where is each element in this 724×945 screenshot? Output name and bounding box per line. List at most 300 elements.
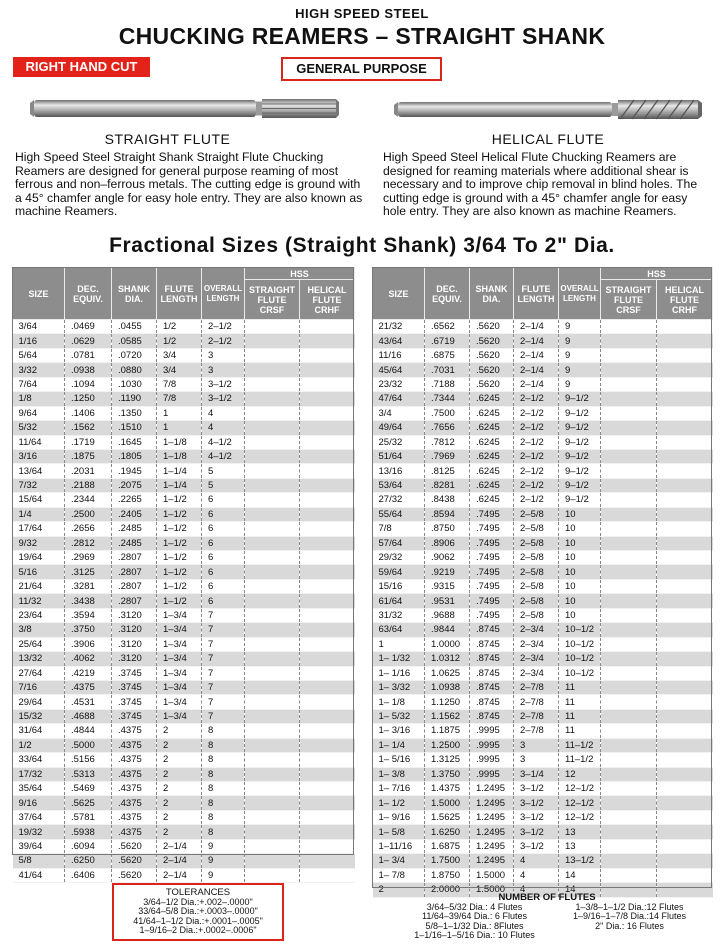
col-straight-flute-crsf: STRAIGHT FLUTE CRSF (601, 280, 657, 320)
table-row (373, 709, 713, 723)
flute-length-cell: 3/4 (157, 348, 202, 362)
shank-dia-cell: 1.2495 (470, 839, 514, 853)
size-cell: 1– 3/4 (373, 854, 425, 868)
size-cell: 13/32 (13, 652, 65, 666)
dec-equiv-cell: 1.8750 (425, 868, 470, 882)
table-row (373, 435, 713, 449)
helical-flute-crhf-cell (300, 810, 355, 824)
shank-dia-cell: .6245 (470, 493, 514, 507)
dec-equiv-cell: .3906 (65, 637, 112, 651)
shank-dia-cell: .3745 (112, 709, 157, 723)
flute-length-cell: 2–1/4 (157, 854, 202, 868)
size-cell: 11/16 (373, 348, 425, 362)
shank-dia-cell: .2265 (112, 493, 157, 507)
table-row (13, 695, 355, 709)
flute-length-cell: 3–1/2 (514, 839, 559, 853)
flute-length-cell: 1–3/4 (157, 695, 202, 709)
flute-length-cell: 1–1/2 (157, 565, 202, 579)
overall-length-cell: 10 (559, 522, 601, 536)
flute-length-cell: 1–1/2 (157, 594, 202, 608)
flute-length-cell: 2 (157, 810, 202, 824)
shank-dia-cell: .7495 (470, 608, 514, 622)
dec-equiv-cell: .5000 (65, 738, 112, 752)
shank-dia-cell: .1510 (112, 421, 157, 435)
helical-flute-crhf-cell (657, 464, 713, 478)
helical-flute-crhf-cell (657, 363, 713, 377)
size-cell: 2 (373, 883, 425, 897)
helical-flute-crhf-cell (657, 421, 713, 435)
tolerance-line: 3/64–1/2 Dia.:+.002–.0000" (143, 896, 253, 907)
straight-flute-crsf-cell (245, 363, 300, 377)
general-purpose-badge: GENERAL PURPOSE (281, 57, 442, 81)
col-shank-dia: SHANK DIA. (470, 268, 514, 320)
size-cell: 29/64 (13, 695, 65, 709)
shank-dia-cell: .0455 (112, 320, 157, 334)
dec-equiv-cell: .6094 (65, 839, 112, 853)
overall-length-cell: 10 (559, 579, 601, 593)
table-row (13, 680, 355, 694)
tolerances-box (112, 883, 284, 941)
overall-length-cell: 8 (202, 767, 245, 781)
helical-flute-crhf-cell (300, 839, 355, 853)
straight-flute-crsf-cell (601, 868, 657, 882)
table-row (13, 637, 355, 651)
size-cell: 9/64 (13, 406, 65, 420)
size-cell: 55/64 (373, 507, 425, 521)
straight-flute-crsf-cell (601, 363, 657, 377)
dec-equiv-cell: .3281 (65, 579, 112, 593)
helical-flute-crhf-cell (657, 551, 713, 565)
helical-flute-crhf-cell (657, 406, 713, 420)
size-cell: 57/64 (373, 536, 425, 550)
helical-flute-crhf-cell (657, 507, 713, 521)
table-row (13, 753, 355, 767)
col-dec-equiv: DEC. EQUIV. (425, 268, 470, 320)
tolerance-line: 1–9/16–2 Dia.:+.0002–.0006" (139, 925, 257, 936)
flute-length-cell: 1 (157, 421, 202, 435)
right-hand-cut-badge: RIGHT HAND CUT (13, 57, 150, 77)
size-cell: 1/2 (13, 738, 65, 752)
overall-length-cell: 9–1/2 (559, 493, 601, 507)
flute-length-cell: 7/8 (157, 377, 202, 391)
table-row (373, 579, 713, 593)
overall-length-cell: 4 (202, 421, 245, 435)
overall-length-cell: 5 (202, 464, 245, 478)
straight-flute-crsf-cell (601, 724, 657, 738)
flute-length-cell: 1–1/2 (157, 551, 202, 565)
overall-length-cell: 9–1/2 (559, 464, 601, 478)
straight-flute-crsf-cell (601, 320, 657, 334)
dec-equiv-cell: 1.5000 (425, 796, 470, 810)
shank-dia-cell: .4375 (112, 796, 157, 810)
shank-dia-cell: .2807 (112, 565, 157, 579)
dec-equiv-cell: 1.6250 (425, 825, 470, 839)
dec-equiv-cell: .7344 (425, 392, 470, 406)
overall-length-cell: 11–1/2 (559, 738, 601, 752)
size-cell: 1– 5/8 (373, 825, 425, 839)
shank-dia-cell: .2405 (112, 507, 157, 521)
overall-length-cell: 9 (559, 348, 601, 362)
overall-length-cell: 9–1/2 (559, 435, 601, 449)
flute-length-cell: 3–1/2 (514, 810, 559, 824)
table-row (373, 348, 713, 362)
helical-flute-crhf-cell (657, 825, 713, 839)
overall-length-cell: 7 (202, 695, 245, 709)
dec-equiv-cell: .6250 (65, 854, 112, 868)
straight-flute-crsf-cell (245, 377, 300, 391)
shank-dia-cell: .3745 (112, 666, 157, 680)
size-cell: 41/64 (13, 868, 65, 882)
shank-dia-cell: .1945 (112, 464, 157, 478)
straight-flute-crsf-cell (601, 652, 657, 666)
overall-length-cell: 6 (202, 536, 245, 550)
helical-flute-crhf-cell (657, 565, 713, 579)
helical-flute-crhf-cell (657, 493, 713, 507)
overall-length-cell: 13 (559, 825, 601, 839)
overall-length-cell: 6 (202, 507, 245, 521)
flute-length-cell: 7/8 (157, 392, 202, 406)
size-cell: 37/64 (13, 810, 65, 824)
straight-flute-crsf-cell (245, 507, 300, 521)
straight-flute-crsf-cell (245, 695, 300, 709)
table-row (373, 680, 713, 694)
size-cell: 7/8 (373, 522, 425, 536)
size-cell: 3/32 (13, 363, 65, 377)
sizes-table-right (372, 267, 713, 898)
helical-flute-crhf-cell (300, 377, 355, 391)
table-row (373, 334, 713, 348)
helical-flute-crhf-cell (300, 522, 355, 536)
shank-dia-cell: .9995 (470, 724, 514, 738)
table-row (13, 478, 355, 492)
helical-flute-crhf-cell (300, 507, 355, 521)
straight-flute-crsf-cell (601, 507, 657, 521)
flute-length-cell: 2 (157, 825, 202, 839)
flute-length-cell: 3–1/2 (514, 825, 559, 839)
table-row (373, 551, 713, 565)
straight-flute-crsf-cell (601, 810, 657, 824)
table-row (373, 810, 713, 824)
dec-equiv-cell: .4531 (65, 695, 112, 709)
helical-flute-crhf-cell (657, 652, 713, 666)
size-cell: 17/32 (13, 767, 65, 781)
helical-flute-crhf-cell (657, 435, 713, 449)
overall-length-cell: 9 (202, 839, 245, 853)
overall-length-cell: 3–1/2 (202, 392, 245, 406)
tolerance-line: 41/64–1–1/2 Dia.:+.0001–.0005" (133, 915, 263, 926)
flute-length-cell: 2–3/4 (514, 652, 559, 666)
table-heading: Fractional Sizes (Straight Shank) 3/64 To 2" Dia. (109, 234, 615, 257)
straight-flute-crsf-cell (601, 608, 657, 622)
dec-equiv-cell: .3438 (65, 594, 112, 608)
size-cell: 47/64 (373, 392, 425, 406)
shank-dia-cell: .5620 (470, 348, 514, 362)
dec-equiv-cell: 1.0312 (425, 652, 470, 666)
flute-length-cell: 2–5/8 (514, 551, 559, 565)
size-cell: 1– 1/4 (373, 738, 425, 752)
col-helical-flute-crhf: HELICAL FLUTE CRHF (657, 280, 713, 320)
overall-length-cell: 7 (202, 652, 245, 666)
overall-length-cell: 8 (202, 738, 245, 752)
straight-flute-crsf-cell (245, 493, 300, 507)
col-size: SIZE (13, 268, 65, 320)
straight-flute-reamer-image (30, 94, 340, 124)
helical-flute-crhf-cell (657, 637, 713, 651)
helical-flute-crhf-cell (300, 406, 355, 420)
helical-flute-crhf-cell (657, 377, 713, 391)
flute-length-cell: 2–5/8 (514, 507, 559, 521)
dec-equiv-cell: .7812 (425, 435, 470, 449)
table-row (13, 334, 355, 348)
shank-dia-cell: .2075 (112, 478, 157, 492)
shank-dia-cell: .5620 (470, 334, 514, 348)
overall-length-cell: 9 (202, 868, 245, 882)
helical-flute-crhf-cell (657, 594, 713, 608)
table-row (373, 868, 713, 882)
dec-equiv-cell: 1.0625 (425, 666, 470, 680)
overall-length-cell: 13 (559, 839, 601, 853)
table-row (13, 738, 355, 752)
overall-length-cell: 7 (202, 623, 245, 637)
flute-length-cell: 3–1/4 (514, 767, 559, 781)
shank-dia-cell: .5620 (470, 363, 514, 377)
shank-dia-cell: 1.5000 (470, 883, 514, 897)
shank-dia-cell: .8745 (470, 637, 514, 651)
helical-flute-crhf-cell (657, 608, 713, 622)
table-row (13, 666, 355, 680)
shank-dia-cell: .5620 (470, 377, 514, 391)
table-row (13, 825, 355, 839)
size-cell: 61/64 (373, 594, 425, 608)
size-cell: 5/64 (13, 348, 65, 362)
overall-length-cell: 6 (202, 565, 245, 579)
shank-dia-cell: .6245 (470, 392, 514, 406)
size-cell: 59/64 (373, 565, 425, 579)
shank-dia-cell: .1645 (112, 435, 157, 449)
dec-equiv-cell: 1.3125 (425, 753, 470, 767)
flute-length-cell: 2–5/8 (514, 565, 559, 579)
shank-dia-cell: .8745 (470, 623, 514, 637)
dec-equiv-cell: .9531 (425, 594, 470, 608)
straight-flute-crsf-cell (245, 839, 300, 853)
flute-length-cell: 2–1/2 (514, 449, 559, 463)
overall-length-cell: 9–1/2 (559, 392, 601, 406)
shank-dia-cell: .5620 (470, 320, 514, 334)
size-cell: 15/16 (373, 579, 425, 593)
dec-equiv-cell: .9688 (425, 608, 470, 622)
flute-length-cell: 4 (514, 854, 559, 868)
straight-flute-crsf-cell (245, 753, 300, 767)
dec-equiv-cell: .6719 (425, 334, 470, 348)
shank-dia-cell: .3745 (112, 680, 157, 694)
flute-length-cell: 1–3/4 (157, 680, 202, 694)
helical-flute-crhf-cell (300, 579, 355, 593)
dec-equiv-cell: .4375 (65, 680, 112, 694)
shank-dia-cell: .9995 (470, 753, 514, 767)
size-cell: 53/64 (373, 478, 425, 492)
flute-length-cell: 2–7/8 (514, 709, 559, 723)
dec-equiv-cell: .2969 (65, 551, 112, 565)
shank-dia-cell: .2807 (112, 579, 157, 593)
size-cell: 1– 1/32 (373, 652, 425, 666)
helical-flute-crhf-cell (657, 680, 713, 694)
flute-count-line: 1–9/16–1–7/8 Dia.:14 Flutes (572, 911, 687, 922)
helical-flute-crhf-cell (300, 363, 355, 377)
dec-equiv-cell: .3750 (65, 623, 112, 637)
helical-flute-crhf-cell (657, 724, 713, 738)
table-row (373, 767, 713, 781)
overall-length-cell: 2–1/2 (202, 320, 245, 334)
dec-equiv-cell: 1.1875 (425, 724, 470, 738)
straight-flute-crsf-cell (245, 825, 300, 839)
flute-length-cell: 2–1/2 (514, 464, 559, 478)
helical-flute-crhf-cell (657, 522, 713, 536)
size-cell: 39/64 (13, 839, 65, 853)
overall-length-cell: 6 (202, 522, 245, 536)
size-cell: 7/32 (13, 478, 65, 492)
size-cell: 3/8 (13, 623, 65, 637)
dec-equiv-cell: .4844 (65, 724, 112, 738)
size-cell: 25/64 (13, 637, 65, 651)
flute-length-cell: 2–1/4 (514, 348, 559, 362)
dec-equiv-cell: .8906 (425, 536, 470, 550)
dec-equiv-cell: 1.7500 (425, 854, 470, 868)
table-row (373, 449, 713, 463)
dec-equiv-cell: 1.5625 (425, 810, 470, 824)
flute-count-line: 1–1/16–1–5/16 Dia.: 10 Flutes (414, 930, 535, 941)
table-row (13, 767, 355, 781)
size-cell: 1– 9/16 (373, 810, 425, 824)
table-row (373, 377, 713, 391)
size-cell: 1 (373, 637, 425, 651)
table-row (13, 652, 355, 666)
size-cell: 17/64 (13, 522, 65, 536)
dec-equiv-cell: .4062 (65, 652, 112, 666)
overall-length-cell: 10 (559, 536, 601, 550)
helical-flute-crhf-cell (300, 320, 355, 334)
col-flute-length: FLUTE LENGTH (514, 268, 559, 320)
table-row (373, 854, 713, 868)
size-cell: 11/32 (13, 594, 65, 608)
table-row (373, 406, 713, 420)
table-row (13, 435, 355, 449)
straight-flute-crsf-cell (245, 449, 300, 463)
size-cell: 1– 3/16 (373, 724, 425, 738)
col-straight-flute-crsf: STRAIGHT FLUTE CRSF (245, 280, 300, 320)
helical-flute-crhf-cell (657, 839, 713, 853)
straight-flute-crsf-cell (601, 493, 657, 507)
straight-flute-crsf-cell (601, 551, 657, 565)
overall-length-cell: 13–1/2 (559, 854, 601, 868)
straight-flute-crsf-cell (601, 478, 657, 492)
flute-length-cell: 2 (157, 738, 202, 752)
dec-equiv-cell: .1406 (65, 406, 112, 420)
size-cell: 35/64 (13, 782, 65, 796)
shank-dia-cell: .8745 (470, 680, 514, 694)
size-cell: 43/64 (373, 334, 425, 348)
table-row (373, 493, 713, 507)
helical-flute-crhf-cell (300, 796, 355, 810)
straight-flute-crsf-cell (601, 464, 657, 478)
shank-dia-cell: .6245 (470, 464, 514, 478)
flute-length-cell: 2–5/8 (514, 608, 559, 622)
straight-flute-crsf-cell (245, 608, 300, 622)
dec-equiv-cell: .7500 (425, 406, 470, 420)
overall-length-cell: 9–1/2 (559, 421, 601, 435)
overall-length-cell: 7 (202, 666, 245, 680)
table-row (373, 536, 713, 550)
helical-flute-crhf-cell (300, 767, 355, 781)
shank-dia-cell: 1.2495 (470, 854, 514, 868)
shank-dia-cell: .8745 (470, 695, 514, 709)
size-cell: 1– 7/8 (373, 868, 425, 882)
straight-flute-crsf-cell (245, 738, 300, 752)
flute-length-cell: 1–3/4 (157, 637, 202, 651)
table-row (13, 709, 355, 723)
shank-dia-cell: 1.2495 (470, 810, 514, 824)
shank-dia-cell: .7495 (470, 522, 514, 536)
helical-flute-crhf-cell (657, 854, 713, 868)
overall-length-cell: 9–1/2 (559, 449, 601, 463)
table-row (373, 796, 713, 810)
straight-flute-crsf-cell (601, 421, 657, 435)
overall-length-cell: 8 (202, 796, 245, 810)
size-cell: 1– 7/16 (373, 782, 425, 796)
table-row (13, 392, 355, 406)
overall-length-cell: 10 (559, 608, 601, 622)
table-row (373, 464, 713, 478)
straight-flute-crsf-cell (601, 680, 657, 694)
straight-flute-crsf-cell (245, 522, 300, 536)
dec-equiv-cell: .6562 (425, 320, 470, 334)
straight-flute-crsf-cell (601, 565, 657, 579)
size-cell: 11/64 (13, 435, 65, 449)
helical-flute-crhf-cell (300, 493, 355, 507)
straight-flute-crsf-cell (601, 435, 657, 449)
size-cell: 31/64 (13, 724, 65, 738)
table-row (373, 392, 713, 406)
flute-length-cell: 2–1/2 (514, 406, 559, 420)
shank-dia-cell: .2807 (112, 551, 157, 565)
size-cell: 1– 1/16 (373, 666, 425, 680)
table-row (13, 348, 355, 362)
col-flute-length: FLUTE LENGTH (157, 268, 202, 320)
overall-length-cell: 6 (202, 551, 245, 565)
helical-flute-crhf-cell (657, 334, 713, 348)
table-row (13, 868, 355, 882)
col-shank-dia: SHANK DIA. (112, 268, 157, 320)
shank-dia-cell: .5620 (112, 868, 157, 882)
table-row (13, 493, 355, 507)
table-row (13, 623, 355, 637)
shank-dia-cell: .6245 (470, 421, 514, 435)
flute-count-line: 5/8–1–1/32 Dia.: 8Flutes (425, 920, 524, 931)
supertitle: HIGH SPEED STEEL (295, 6, 429, 21)
overall-length-cell: 6 (202, 594, 245, 608)
flute-length-cell: 2–1/2 (514, 478, 559, 492)
size-cell: 7/16 (13, 680, 65, 694)
overall-length-cell: 10 (559, 565, 601, 579)
table-row (13, 449, 355, 463)
helical-flute-title: HELICAL FLUTE (491, 131, 605, 147)
size-cell: 23/32 (373, 377, 425, 391)
straight-flute-crsf-cell (245, 796, 300, 810)
shank-dia-cell: .1190 (112, 392, 157, 406)
tolerance-line: 33/64–5/8 Dia.:+.0003–.0000" (138, 906, 258, 917)
size-cell: 5/16 (13, 565, 65, 579)
overall-length-cell: 10–1/2 (559, 637, 601, 651)
table-row (13, 724, 355, 738)
